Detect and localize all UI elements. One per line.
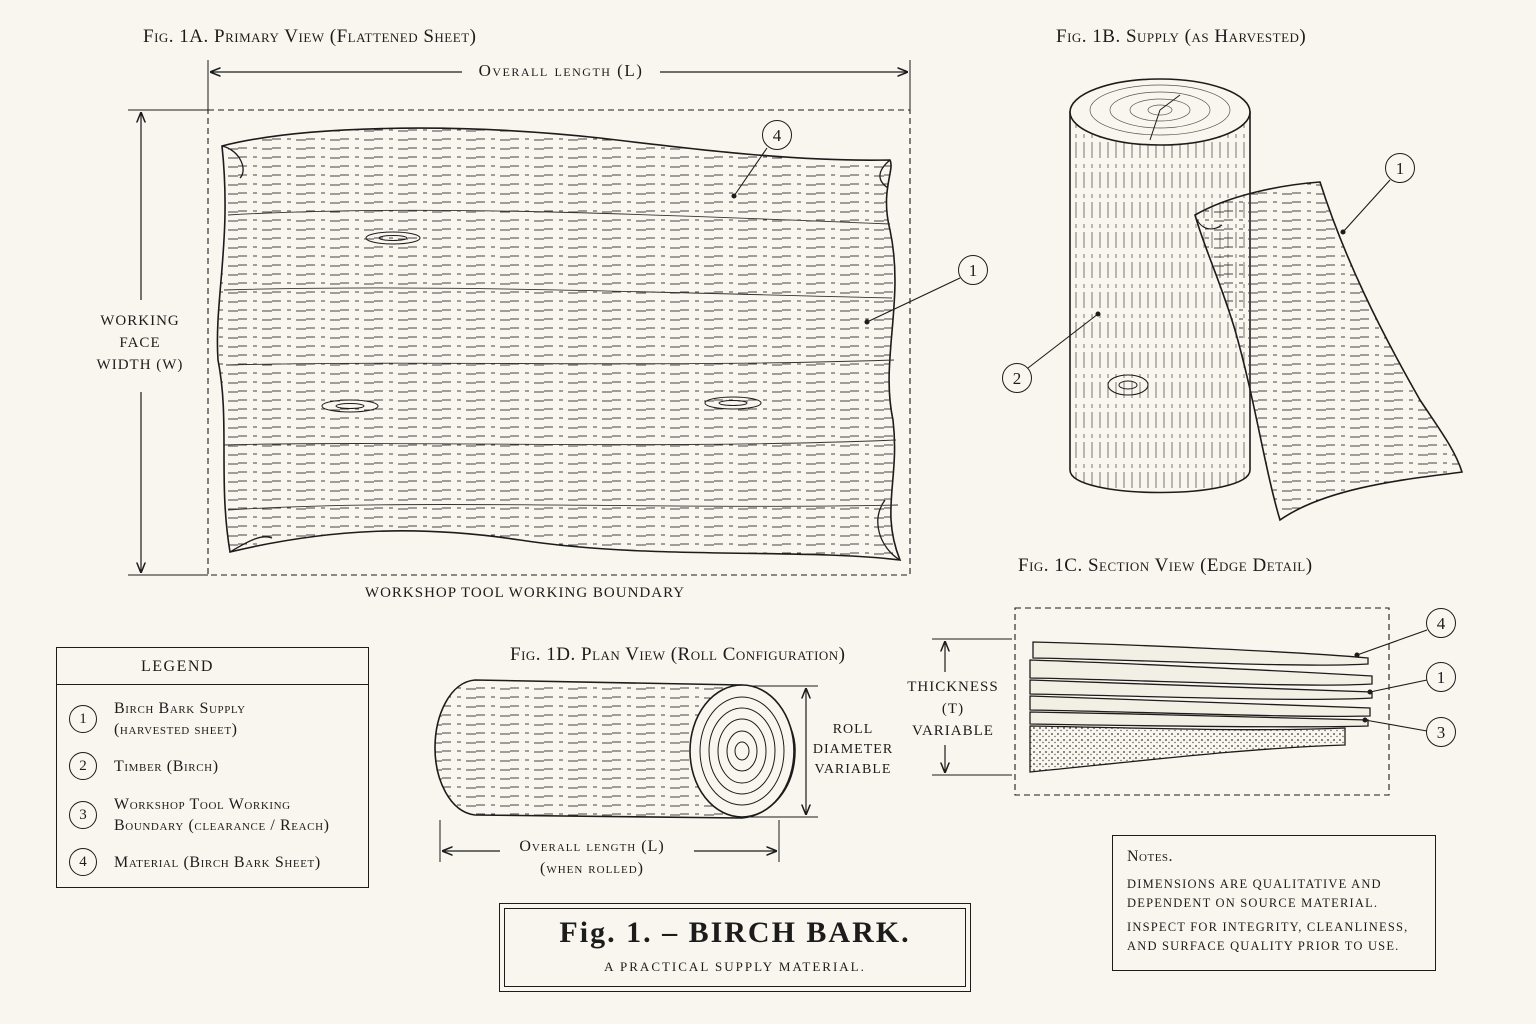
fig1c-callout-3: 3 [1426, 717, 1456, 747]
fig1d-overall-length-label [480, 836, 704, 880]
legend-line: Workshop Tool Working [114, 796, 291, 813]
thickness-line-1: THICKNESS [907, 679, 999, 695]
legend-item-4 [69, 848, 321, 876]
fig1c-bark-layers [1030, 642, 1372, 772]
fig1a-callout-4: 4 [762, 120, 792, 150]
legend-item-2 [69, 752, 219, 780]
fig1b-callout-1: 1 [1385, 153, 1415, 183]
working-face-line-3: WIDTH (W) [96, 357, 184, 373]
fig1a-callout-1: 1 [958, 255, 988, 285]
note-line: AND SURFACE QUALITY PRIOR TO USE. [1127, 939, 1400, 953]
legend-item-3 [69, 794, 330, 836]
roll-length-line-1: Overall length (L) [519, 838, 665, 855]
fig1c-thickness-label [890, 676, 1016, 742]
roll-diameter-line-2: DIAMETER [812, 742, 894, 757]
fig1b-title: Fig. 1B. Supply (as Harvested) [1056, 26, 1307, 47]
legend-item-label [114, 756, 219, 777]
legend-number: 1 [69, 705, 97, 733]
legend-item-1 [69, 698, 246, 740]
legend-line: Boundary (clearance / Reach) [114, 817, 330, 834]
notes-box [1112, 835, 1436, 971]
roll-length-line-2: (when rolled) [539, 860, 645, 877]
note-line: DEPENDENT ON SOURCE MATERIAL. [1127, 896, 1379, 910]
legend-number: 4 [69, 848, 97, 876]
fig1b-callout-2: 2 [1002, 363, 1032, 393]
notes-paragraph-2 [1127, 918, 1421, 956]
fig1d-bark-roll [435, 680, 795, 818]
fig1a-working-face-width-label [80, 310, 200, 376]
legend-item-label [114, 794, 330, 836]
fig1c-title: Fig. 1C. Section View (Edge Detail) [1018, 555, 1313, 576]
fig1c-callout-4: 4 [1426, 608, 1456, 638]
fig1a-overall-length-label: Overall length (L) [478, 61, 644, 80]
roll-diameter-line-3: VARIABLE [814, 762, 892, 777]
fig1a-bark-sheet [217, 128, 900, 560]
legend-line: Material (Birch Bark Sheet) [114, 853, 321, 871]
roll-diameter-line-1: ROLL [832, 722, 874, 737]
legend-line: (harvested sheet) [114, 721, 238, 738]
thickness-line-3: VARIABLE [912, 723, 994, 739]
notes-heading: Notes. [1127, 848, 1174, 865]
working-face-line-2: FACE [119, 335, 161, 351]
fig1c-callout-1: 1 [1426, 662, 1456, 692]
legend-title: LEGEND [57, 648, 368, 685]
fig1a-boundary-label: WORKSHOP TOOL WORKING BOUNDARY [364, 585, 686, 601]
legend [56, 647, 369, 888]
legend-item-label [114, 698, 246, 740]
legend-line: Birch Bark Supply [114, 700, 246, 717]
fig1d-title: Fig. 1D. Plan View (Roll Configuration) [510, 644, 846, 665]
legend-line: Timber (Birch) [114, 757, 219, 775]
subtitle: A PRACTICAL SUPPLY MATERIAL. [604, 959, 866, 974]
notes-paragraph-1 [1127, 875, 1421, 913]
thickness-line-2: (T) [941, 701, 965, 717]
main-title: Fig. 1. – BIRCH BARK. [559, 916, 911, 949]
working-face-line-1: WORKING [100, 313, 180, 329]
note-line: INSPECT FOR INTEGRITY, CLEANLINESS, [1127, 920, 1409, 934]
fig1d-roll-diameter-label [808, 720, 898, 780]
legend-number: 2 [69, 752, 97, 780]
title-block [499, 903, 971, 992]
fig1a-title: Fig. 1A. Primary View (Flattened Sheet) [143, 26, 477, 47]
legend-item-label [114, 852, 321, 873]
note-line: DIMENSIONS ARE QUALITATIVE AND [1127, 877, 1382, 891]
legend-number: 3 [69, 801, 97, 829]
